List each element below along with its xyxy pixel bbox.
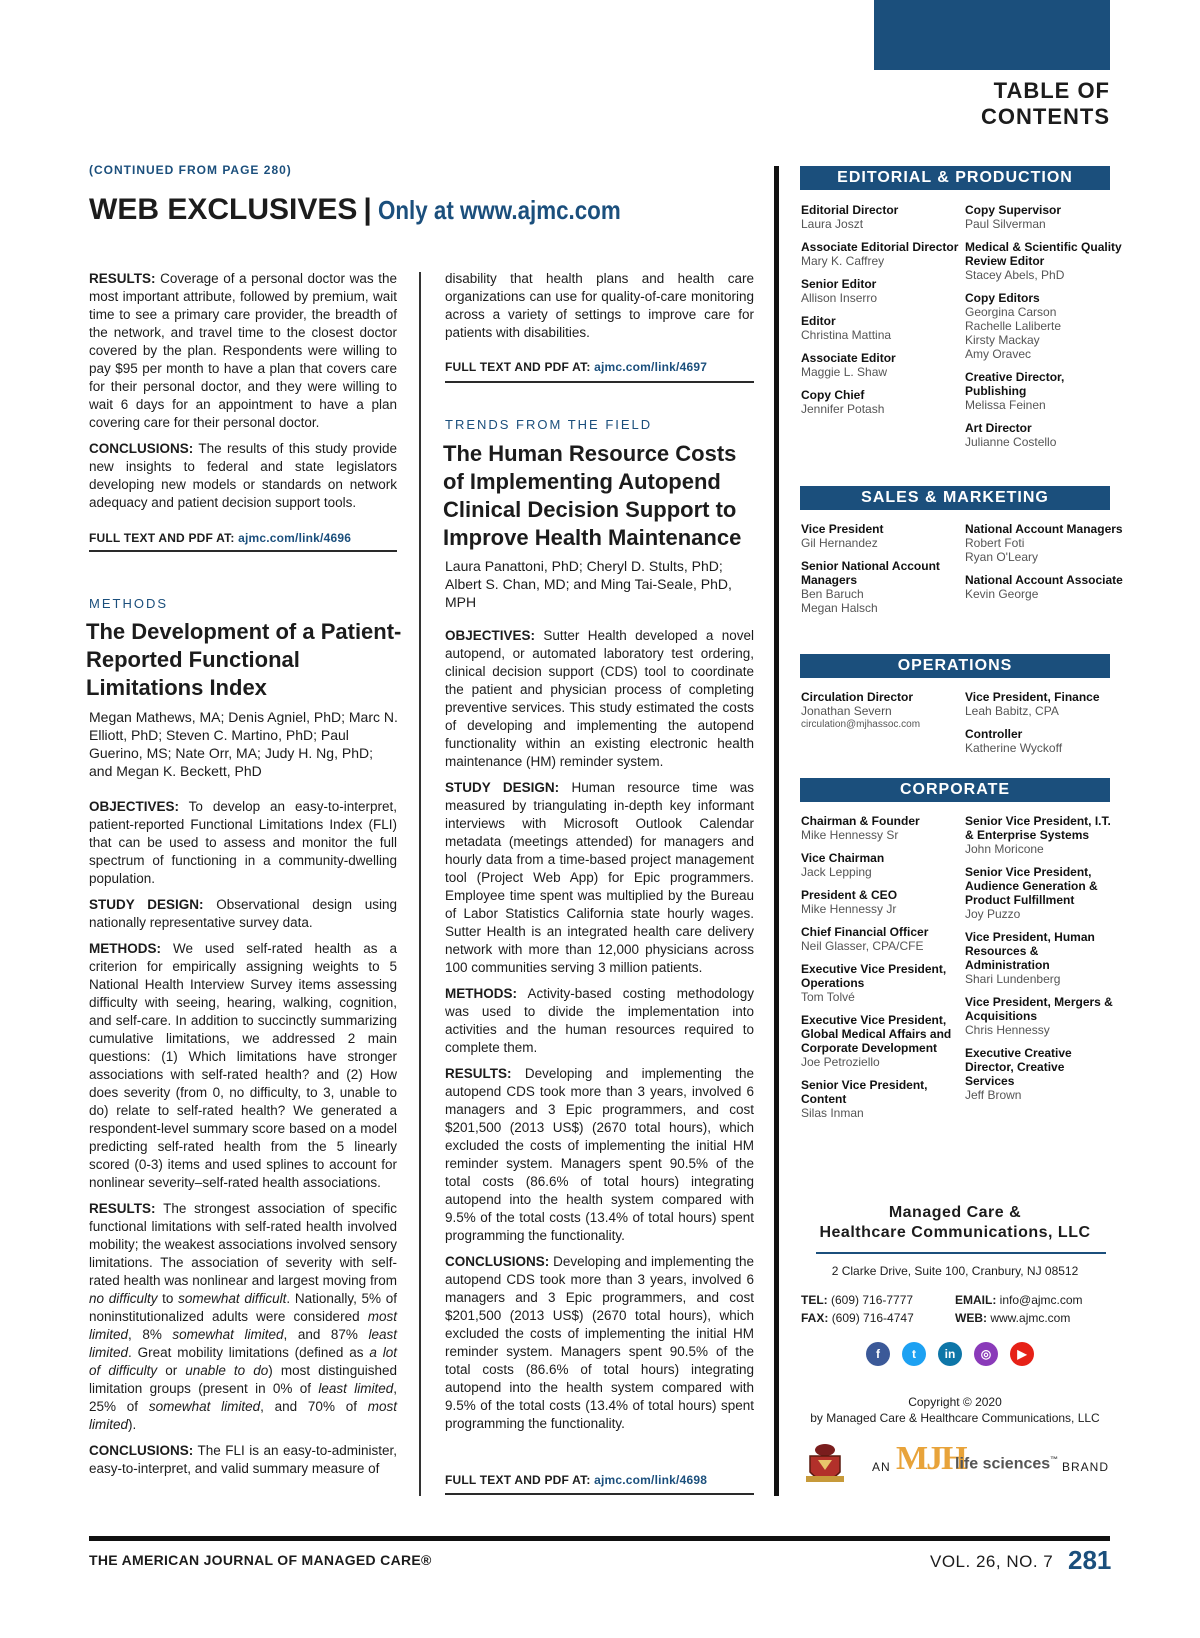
mjh-logo: MJH bbox=[896, 1440, 966, 1477]
editorial-left-list bbox=[801, 203, 961, 425]
masthead-names: Jonathan Severn bbox=[801, 704, 892, 718]
section-title bbox=[89, 193, 660, 227]
masthead-names: Jeff Brown bbox=[965, 1088, 1022, 1102]
masthead-entry bbox=[965, 240, 1125, 282]
masthead-names: Silas Inman bbox=[801, 1106, 864, 1120]
masthead-entry bbox=[965, 291, 1125, 361]
results-paragraph-2: RESULTS: The strongest association of specific functional limitations with self-rated health involved mobility; the weakest associations involved sensory limitations. The association of severity with self-rated health was nonlinear and largest moving from no difficulty to somewhat difficult. Nationally, 5% of noninstitutionalized adults were considered most limited, 8% somewhat limited, and 87% least limited. Great mobility limitations (defined as a lot of difficulty or unable to do) most distinguished limitation groups (present in 0% of least limited, 25% of somewhat limited, and 70% of most limited). bbox=[89, 1201, 398, 1432]
masthead-names: Chris Hennessy bbox=[965, 1023, 1050, 1037]
social-icons bbox=[866, 1342, 1034, 1366]
masthead-entry bbox=[801, 351, 961, 379]
web-exclusives-label: WEB EXCLUSIVES bbox=[89, 193, 358, 226]
masthead-entry bbox=[801, 314, 961, 342]
sales-right-list bbox=[965, 522, 1125, 610]
editorial-right-list bbox=[965, 203, 1125, 458]
masthead-names: Stacey Abels, PhD bbox=[965, 268, 1065, 282]
publisher-phone: TEL: (609) 716-7777 FAX: (609) 716-4747 bbox=[801, 1293, 914, 1325]
masthead-divider bbox=[774, 166, 779, 1496]
masthead-role: Senior National Account Managers bbox=[801, 559, 940, 587]
masthead-entry bbox=[965, 814, 1115, 856]
conclusions-paragraph: CONCLUSIONS: The results of this study provide new insights to federal and state legislators developing new models or standards on network adequacy and patient decision support tools. bbox=[89, 441, 397, 510]
masthead-names: Joy Puzzo bbox=[965, 907, 1021, 921]
masthead-role: Vice President, Mergers & Acquisitions bbox=[965, 995, 1113, 1023]
masthead-entry bbox=[801, 888, 961, 916]
masthead-names: Allison Inserro bbox=[801, 291, 878, 305]
masthead-role: Associate Editorial Director bbox=[801, 240, 959, 254]
results-paragraph: RESULTS: Coverage of a personal doctor was the most important attribute, followed by premium, wait time to see a primary care provider, the breadth of the network, and travel time to the closest doctor covered by the plan. Respondents were willing to pay $95 per month to have a plan that covers care for their personal doctor, and they were willing to wait 6 days for an appointment to have a plan covering care for their personal doctor. bbox=[89, 271, 397, 430]
masthead-entry bbox=[965, 370, 1125, 412]
operations-right-list bbox=[965, 690, 1125, 764]
masthead-names: Shari Lundenberg bbox=[965, 972, 1061, 986]
masthead-names: Melissa Feinen bbox=[965, 398, 1046, 412]
masthead-role: Senior Editor bbox=[801, 277, 877, 291]
masthead-role: Editor bbox=[801, 314, 836, 328]
masthead-names: Ben Baruch Megan Halsch bbox=[801, 587, 878, 615]
masthead-entry bbox=[801, 814, 961, 842]
masthead-names: Laura Joszt bbox=[801, 217, 864, 231]
masthead-names: Julianne Costello bbox=[965, 435, 1057, 449]
masthead-entry bbox=[801, 277, 961, 305]
masthead-entry bbox=[965, 573, 1125, 601]
masthead-entry bbox=[965, 930, 1115, 986]
column-2-intro bbox=[445, 270, 754, 350]
publisher-contact: EMAIL: info@ajmc.com WEB: www.ajmc.com bbox=[955, 1293, 1083, 1325]
publisher-name: Managed Care & Healthcare Communications, LLC bbox=[819, 1204, 1091, 1241]
masthead-role: Medical & Scientific Quality Review Editor bbox=[965, 240, 1122, 268]
article-kicker: METHODS bbox=[89, 596, 168, 611]
masthead-entry bbox=[965, 690, 1125, 718]
masthead-role: Executive Creative Director, Creative Services bbox=[965, 1046, 1072, 1088]
masthead-entry bbox=[801, 690, 961, 732]
sales-left-list bbox=[801, 522, 961, 624]
continued-note: (CONTINUED FROM PAGE 280) bbox=[89, 163, 292, 177]
article-authors-fli: Megan Mathews, MA; Denis Agniel, PhD; Marc N. Elliott, PhD; Steven C. Martino, PhD; Paul Guerino, MS; Nate Orr, MA; Judy H. Ng, PhD; and Megan K. Beckett, PhD bbox=[89, 709, 398, 779]
masthead-role: Copy Supervisor bbox=[965, 203, 1062, 217]
volume-info: VOL. 26, NO. 7 bbox=[930, 1552, 1054, 1571]
masthead-email[interactable]: circulation@mjhassoc.com bbox=[801, 719, 921, 730]
column-2-abstract bbox=[445, 627, 754, 1441]
publisher-address: 2 Clarke Drive, Suite 100, Cranbury, NJ 08512 bbox=[831, 1264, 1079, 1278]
youtube-icon[interactable]: ▶ bbox=[1010, 1342, 1034, 1366]
article-title-fli: The Development of a Patient-Reported Functional Limitations Index bbox=[86, 619, 402, 700]
twitter-icon[interactable]: t bbox=[902, 1342, 926, 1366]
masthead-names: Gil Hernandez bbox=[801, 536, 878, 550]
masthead-entry bbox=[801, 962, 961, 1004]
instagram-icon[interactable]: ◎ bbox=[974, 1342, 998, 1366]
full-text-link-4698[interactable]: FULL TEXT AND PDF AT: ajmc.com/link/4698 bbox=[445, 1473, 708, 1487]
masthead-names: Georgina Carson Rachelle Laliberte Kirsty Mackay Amy Oravec bbox=[965, 305, 1062, 361]
masthead-entry bbox=[965, 995, 1115, 1037]
masthead-entry bbox=[965, 727, 1125, 755]
masthead-role: Vice President, Finance bbox=[965, 690, 1100, 704]
masthead-names: Mary K. Caffrey bbox=[801, 254, 885, 268]
divider bbox=[445, 1493, 754, 1495]
masthead-role: Controller bbox=[965, 727, 1023, 741]
brand-word: BRAND bbox=[1062, 1460, 1110, 1474]
masthead-role: Senior Vice President, I.T. & Enterprise Systems bbox=[965, 814, 1111, 842]
divider bbox=[445, 381, 754, 383]
column-1-abstract bbox=[89, 798, 397, 1486]
masthead-names: Mike Hennessy Jr bbox=[801, 902, 897, 916]
column-1 bbox=[89, 270, 397, 520]
copyright: Copyright © 2020 by Managed Care & Healthcare Communications, LLC bbox=[810, 1395, 1100, 1425]
objectives-paragraph: OBJECTIVES: To develop an easy-to-interpret, patient-reported Functional Limitations Index (FLI) that can be used to assess and monitor the full spectrum of functioning in a community-dwelling population. bbox=[89, 799, 397, 886]
masthead-role: Executive Vice President, Global Medical Affairs and Corporate Development bbox=[801, 1013, 952, 1055]
masthead-role: Copy Editors bbox=[965, 291, 1040, 305]
masthead-names: Joe Petroziello bbox=[801, 1055, 880, 1069]
masthead-names: Kevin George bbox=[965, 587, 1039, 601]
masthead-role: Chairman & Founder bbox=[801, 814, 920, 828]
masthead-role: National Account Managers bbox=[965, 522, 1123, 536]
study-design-paragraph: STUDY DESIGN: Human resource time was measured by triangulating in-depth key informant interviews with Microsoft Outlook Calendar metadata (meetings attended) for managers and hourly data from a time-based project management tool (Project Web App) for Epic programmers. Employee time spent was multiplied by the Bureau of Labor Statistics California state hourly wages. Sutter Health is an integrated health care delivery network with more than 12,000 physicians across 100 communities serving 3 million patients. bbox=[445, 780, 755, 975]
conclusions-paragraph-2: CONCLUSIONS: The FLI is an easy-to-administer, easy-to-interpret, and valid summary measure of bbox=[89, 1443, 397, 1476]
masthead-role: Vice Chairman bbox=[801, 851, 885, 865]
article-kicker: TRENDS FROM THE FIELD bbox=[445, 417, 653, 432]
masthead-entry bbox=[965, 522, 1125, 564]
masthead-names: Jack Lepping bbox=[801, 865, 872, 879]
divider bbox=[89, 550, 397, 552]
corporate-section-header: CORPORATE bbox=[800, 778, 1110, 802]
corporate-right-list bbox=[965, 814, 1115, 1111]
masthead-role: Executive Vice President, Operations bbox=[801, 962, 947, 990]
brand-an: AN bbox=[872, 1460, 891, 1474]
publisher-rule bbox=[816, 1252, 1106, 1254]
masthead-entry bbox=[801, 522, 961, 550]
masthead-role: Circulation Director bbox=[801, 690, 914, 704]
masthead-entry bbox=[801, 559, 961, 615]
email-link[interactable]: info@ajmc.com bbox=[999, 1293, 1083, 1307]
masthead-entry bbox=[801, 388, 961, 416]
masthead-entry bbox=[965, 1046, 1115, 1102]
column-divider bbox=[419, 272, 421, 1496]
masthead-role: Associate Editor bbox=[801, 351, 896, 365]
sales-section-header: SALES & MARKETING bbox=[800, 486, 1110, 510]
masthead-entry bbox=[801, 203, 961, 231]
masthead-names: Mike Hennessy Sr bbox=[801, 828, 899, 842]
masthead-role: Copy Chief bbox=[801, 388, 865, 402]
footer-rule bbox=[89, 1536, 1110, 1541]
masthead-names: John Moricone bbox=[965, 842, 1044, 856]
conclusions-paragraph: CONCLUSIONS: Developing and implementing the autopend CDS took more than 3 years, involved 6 managers and 3 Epic programmers, and cost $201,500 (2013 US$) (2670 total hours), which excluded the costs of implementing the initial HM reminder system. Managers spent 90.5% of the total costs (86.6% of total hours) integrating autopend into the health system compared with 9.5% of the total costs (13.4% of total hours) spent programming the functionality. bbox=[445, 1254, 754, 1431]
masthead-entry bbox=[801, 925, 961, 953]
web-link[interactable]: www.ajmc.com bbox=[990, 1311, 1071, 1325]
methods-paragraph: METHODS: We used self-rated health as a criterion for empirically assigning weights to 5 National Health Interview Survey items assessing difficulty with seeing, hearing, walking, cognition, and self-care. In addition to succinctly summarizing cumulative limitations, we addressed 2 main questions: (1) Which limitations have stronger associations with self-rated health? and (2) How does severity (from 0, no difficulty, to 3, unable to do) relate to self-rated health? We generated a respondent-level summary score based on a model predicting self-rated health from the 5 linearly scored (0-3) items and used splines to account for nonlinear severity–self-rated health associations. bbox=[89, 941, 397, 1190]
article-authors-hr-costs: Laura Panattoni, PhD; Cheryl D. Stults, PhD; Albert S. Chan, MD; and Ming Tai-Seale, PhD, MPH bbox=[445, 558, 732, 610]
operations-section-header: OPERATIONS bbox=[800, 654, 1110, 678]
masthead-names: Tom Tolvé bbox=[801, 990, 855, 1004]
methods-paragraph: METHODS: Activity-based costing methodology was used to divide the implementation into activities and the human resources required to complete them. bbox=[445, 986, 754, 1055]
masthead-names: Jennifer Potash bbox=[801, 402, 885, 416]
results-paragraph: RESULTS: Developing and implementing the autopend CDS took more than 3 years, involved 6 managers and 3 Epic programmers, and cost $201,500 (2013 US$) (2670 total hours), which excluded the costs of implementing the initial HM reminder system. Managers spent 90.5% of the total costs (86.6% of total hours) integrating autopend into the health system compared with 9.5% of the total costs (13.4% of total hours) spent programming the functionality. bbox=[445, 1066, 754, 1243]
toc-title: TABLE OF CONTENTS bbox=[981, 78, 1110, 129]
masthead-role: Senior Vice President, Audience Generation & Product Fulfillment bbox=[965, 865, 1098, 907]
masthead-entry bbox=[965, 865, 1115, 921]
masthead-names: Maggie L. Shaw bbox=[801, 365, 888, 379]
intro-paragraph: disability that health plans and health care organizations can use for quality-of-care monitoring across a variety of settings to improve care for patients with disabilities. bbox=[445, 271, 754, 340]
title-separator: | bbox=[363, 193, 372, 226]
masthead-role: Senior Vice President, Content bbox=[801, 1078, 928, 1106]
article-title-hr-costs: The Human Resource Costs of Implementing Autopend Clinical Decision Support to Improve Health Maintenance bbox=[443, 441, 742, 550]
masthead-role: Chief Financial Officer bbox=[801, 925, 929, 939]
masthead-entry bbox=[801, 1078, 961, 1120]
masthead-role: Art Director bbox=[965, 421, 1032, 435]
journal-name: THE AMERICAN JOURNAL OF MANAGED CARE® bbox=[89, 1552, 432, 1568]
corporate-left-list bbox=[801, 814, 961, 1129]
linkedin-icon[interactable]: in bbox=[938, 1342, 962, 1366]
masthead-entry bbox=[965, 203, 1125, 231]
crest-logo bbox=[802, 1440, 848, 1490]
editorial-section-header: EDITORIAL & PRODUCTION bbox=[800, 166, 1110, 190]
masthead-role: Editorial Director bbox=[801, 203, 899, 217]
objectives-paragraph: OBJECTIVES: Sutter Health developed a novel autopend, or automated laboratory test ordering, clinical decision support (CDS) tool to coordinate the patient and physician process of completing preventive services. This study estimated the costs of developing and implementing the autopend functionality within an existing electronic health maintenance (HM) reminder system. bbox=[445, 628, 754, 769]
masthead-names: Katherine Wyckoff bbox=[965, 741, 1063, 755]
full-text-link-4696[interactable]: FULL TEXT AND PDF AT: ajmc.com/link/4696 bbox=[89, 531, 352, 545]
full-text-link-4697[interactable]: FULL TEXT AND PDF AT: ajmc.com/link/4697 bbox=[445, 360, 708, 374]
masthead-entry bbox=[801, 240, 961, 268]
header-color-block bbox=[874, 0, 1110, 70]
masthead-names: Robert Foti Ryan O'Leary bbox=[965, 536, 1038, 564]
masthead-entry bbox=[965, 421, 1125, 449]
page-number: 281 bbox=[1068, 1545, 1112, 1575]
masthead-names: Christina Mattina bbox=[801, 328, 892, 342]
masthead-role: President & CEO bbox=[801, 888, 898, 902]
masthead-role: Vice President bbox=[801, 522, 884, 536]
masthead-names: Paul Silverman bbox=[965, 217, 1046, 231]
masthead-entry bbox=[801, 1013, 961, 1069]
masthead-entry bbox=[801, 851, 961, 879]
brand-name: life sciences™ bbox=[955, 1455, 1059, 1473]
masthead-names: Leah Babitz, CPA bbox=[965, 704, 1059, 718]
facebook-icon[interactable]: f bbox=[866, 1342, 890, 1366]
study-design-paragraph: STUDY DESIGN: Observational design using nationally representative survey data. bbox=[89, 897, 397, 930]
masthead-names: Neil Glasser, CPA/CFE bbox=[801, 939, 924, 953]
operations-left-list bbox=[801, 690, 961, 741]
masthead-role: Vice President, Human Resources & Administration bbox=[965, 930, 1095, 972]
website-link[interactable]: Only at www.ajmc.com bbox=[377, 195, 621, 225]
masthead-role: National Account Associate bbox=[965, 573, 1123, 587]
masthead-role: Creative Director, Publishing bbox=[965, 370, 1065, 398]
